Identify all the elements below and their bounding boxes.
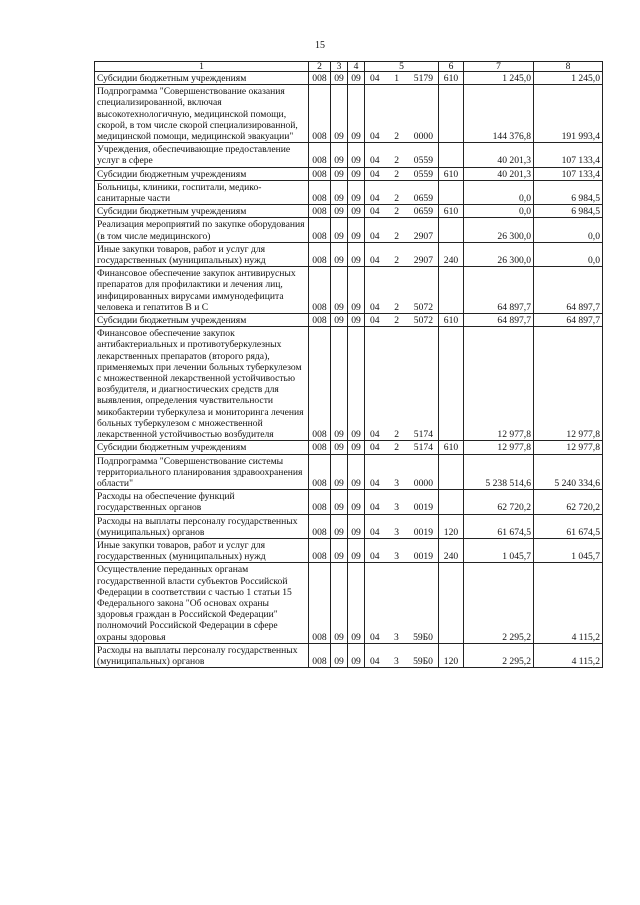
subsection-code: 09 bbox=[348, 490, 365, 514]
amount-year-2: 4 115,2 bbox=[534, 643, 603, 667]
amount-year-2: 6 984,5 bbox=[534, 180, 603, 204]
target-article-code bbox=[365, 441, 439, 454]
target-article-code bbox=[365, 314, 439, 327]
expense-type-code bbox=[439, 267, 464, 314]
target-article-parts bbox=[365, 193, 438, 204]
table-row bbox=[95, 538, 603, 562]
ministry-code: 008 bbox=[309, 72, 331, 85]
expense-type-code: 610 bbox=[439, 72, 464, 85]
code-part: 2 bbox=[394, 155, 400, 167]
target-article-code bbox=[365, 538, 439, 562]
expense-type-code bbox=[439, 180, 464, 204]
header-cell: 6 bbox=[439, 62, 464, 72]
code-part: 04 bbox=[370, 230, 380, 242]
ministry-code: 008 bbox=[309, 538, 331, 562]
section-code: 09 bbox=[331, 314, 348, 327]
target-article-parts bbox=[365, 429, 438, 440]
subsection-code: 09 bbox=[348, 454, 365, 490]
target-article-parts bbox=[365, 315, 438, 326]
target-article-parts bbox=[365, 255, 438, 266]
header-cell: 2 bbox=[309, 62, 331, 72]
subsection-code: 09 bbox=[348, 143, 365, 167]
target-article-code bbox=[365, 85, 439, 143]
section-code: 09 bbox=[331, 218, 348, 242]
amount-year-1: 26 300,0 bbox=[464, 242, 534, 266]
code-part: 2 bbox=[394, 255, 400, 267]
code-part: 2 bbox=[394, 206, 400, 218]
amount-year-2: 5 240 334,6 bbox=[534, 454, 603, 490]
code-part: 04 bbox=[370, 193, 380, 205]
code-part: 0000 bbox=[413, 477, 433, 489]
row-name: Расходы на выплаты персоналу государственных (муниципальных) органов bbox=[95, 643, 309, 667]
subsection-code: 09 bbox=[348, 563, 365, 643]
amount-year-1: 61 674,5 bbox=[464, 514, 534, 538]
row-name: Финансовое обеспечение закупок антивирусных препаратов для профилактики и лечения лиц, инфицированных вирусами иммунодефицита человека и гепатитов В и С bbox=[95, 267, 309, 314]
target-article-parts bbox=[365, 131, 438, 142]
ministry-code: 008 bbox=[309, 205, 331, 218]
target-article-code bbox=[365, 205, 439, 218]
amount-year-2: 1 245,0 bbox=[534, 72, 603, 85]
subsection-code: 09 bbox=[348, 167, 365, 180]
code-part: 04 bbox=[370, 73, 380, 84]
section-code: 09 bbox=[331, 643, 348, 667]
code-part: 3 bbox=[394, 477, 400, 489]
target-article-code bbox=[365, 242, 439, 266]
code-part: 04 bbox=[370, 131, 380, 143]
code-part: 2 bbox=[394, 168, 400, 180]
code-part: 04 bbox=[370, 442, 380, 454]
table-row bbox=[95, 85, 603, 143]
amount-year-2: 64 897,7 bbox=[534, 267, 603, 314]
target-article-code bbox=[365, 72, 439, 85]
amount-year-2: 64 897,7 bbox=[534, 314, 603, 327]
amount-year-1: 40 201,3 bbox=[464, 167, 534, 180]
subsection-code: 09 bbox=[348, 314, 365, 327]
section-code: 09 bbox=[331, 205, 348, 218]
code-part: 5174 bbox=[413, 442, 433, 454]
header-cell: 7 bbox=[464, 62, 534, 72]
subsection-code: 09 bbox=[348, 327, 365, 441]
target-article-parts bbox=[365, 551, 438, 562]
target-article-parts bbox=[365, 527, 438, 538]
amount-year-1: 0,0 bbox=[464, 205, 534, 218]
code-part: 2 bbox=[394, 442, 400, 454]
code-part: 2 bbox=[394, 301, 400, 313]
amount-year-2: 1 045,7 bbox=[534, 538, 603, 562]
section-code: 09 bbox=[331, 441, 348, 454]
section-code: 09 bbox=[331, 454, 348, 490]
target-article-parts bbox=[365, 73, 438, 84]
code-part: 3 bbox=[394, 502, 400, 514]
expense-type-code bbox=[439, 563, 464, 643]
amount-year-1: 5 238 514,6 bbox=[464, 454, 534, 490]
section-code: 09 bbox=[331, 242, 348, 266]
table-row bbox=[95, 143, 603, 167]
amount-year-1: 64 897,7 bbox=[464, 314, 534, 327]
row-name: Субсидии бюджетным учреждениям bbox=[95, 72, 309, 85]
code-part: 0559 bbox=[413, 168, 433, 180]
target-article-parts bbox=[365, 302, 438, 313]
header-cell: 8 bbox=[534, 62, 603, 72]
target-article-code bbox=[365, 563, 439, 643]
target-article-code bbox=[365, 643, 439, 667]
code-part: 04 bbox=[370, 502, 380, 514]
row-name: Подпрограмма "Совершенствование системы территориального планирования здравоохранения области" bbox=[95, 454, 309, 490]
row-name: Финансовое обеспечение закупок антибактериальных и противотуберкулезных лекарственных препаратов (второго ряда), применяемых при лечении больных туберкулезом с множественной лекарственной устойчивостью возбудителя, и диагностических средств для выявления, определения чувствительности микобактерии туберкулеза и мониторинга лечения больных туберкулезом с множественной лекарственной устойчивостью возбудителя bbox=[95, 327, 309, 441]
code-part: 2 bbox=[394, 193, 400, 205]
code-part: 04 bbox=[370, 526, 380, 538]
code-part: 5174 bbox=[413, 429, 433, 441]
amount-year-2: 6 984,5 bbox=[534, 205, 603, 218]
header-cell: 3 bbox=[331, 62, 348, 72]
row-name: Иные закупки товаров, работ и услуг для государственных (муниципальных) нужд bbox=[95, 538, 309, 562]
subsection-code: 09 bbox=[348, 205, 365, 218]
row-name: Осуществление переданных органам государственной власти субъектов Российской Федерации в соответствии с частью 1 статьи 15 Федерального закона "Об основах охраны здоровья граждан в Российской Федерации" полномочий Российской Федерации в сфере охраны здоровья bbox=[95, 563, 309, 643]
target-article-parts bbox=[365, 632, 438, 643]
ministry-code: 008 bbox=[309, 514, 331, 538]
amount-year-2: 0,0 bbox=[534, 242, 603, 266]
amount-year-1: 40 201,3 bbox=[464, 143, 534, 167]
amount-year-1: 64 897,7 bbox=[464, 267, 534, 314]
header-cell: 4 bbox=[348, 62, 365, 72]
row-name: Иные закупки товаров, работ и услуг для государственных (муниципальных) нужд bbox=[95, 242, 309, 266]
expense-type-code: 610 bbox=[439, 167, 464, 180]
amount-year-2: 107 133,4 bbox=[534, 167, 603, 180]
section-code: 09 bbox=[331, 327, 348, 441]
code-part: 0019 bbox=[413, 526, 433, 538]
subsection-code: 09 bbox=[348, 538, 365, 562]
code-part: 0559 bbox=[413, 155, 433, 167]
ministry-code: 008 bbox=[309, 267, 331, 314]
row-name: Подпрограмма "Совершенствование оказания специализированной, включая высокотехнологичную, медицинской помощи, скорой, в том числе скорой специализированной, медицинской помощи, медицинской эвакуации" bbox=[95, 85, 309, 143]
section-code: 09 bbox=[331, 267, 348, 314]
row-name: Субсидии бюджетным учреждениям bbox=[95, 205, 309, 218]
code-part: 3 bbox=[393, 631, 399, 643]
amount-year-2: 0,0 bbox=[534, 218, 603, 242]
page-number: 15 bbox=[315, 40, 325, 51]
budget-table bbox=[94, 61, 603, 668]
target-article-code bbox=[365, 267, 439, 314]
section-code: 09 bbox=[331, 490, 348, 514]
target-article-code bbox=[365, 167, 439, 180]
code-part: 04 bbox=[370, 155, 380, 167]
target-article-parts bbox=[365, 169, 438, 180]
target-article-code bbox=[365, 490, 439, 514]
section-code: 09 bbox=[331, 563, 348, 643]
table-row bbox=[95, 454, 603, 490]
code-part: 59Б0 bbox=[413, 631, 433, 643]
code-part: 04 bbox=[370, 655, 380, 667]
code-part: 2 bbox=[394, 315, 400, 327]
ministry-code: 008 bbox=[309, 143, 331, 167]
code-part: 04 bbox=[370, 206, 380, 218]
expense-type-code bbox=[439, 143, 464, 167]
ministry-code: 008 bbox=[309, 441, 331, 454]
target-article-code bbox=[365, 180, 439, 204]
subsection-code: 09 bbox=[348, 218, 365, 242]
subsection-code: 09 bbox=[348, 441, 365, 454]
code-part: 3 bbox=[394, 551, 400, 563]
code-part: 2907 bbox=[413, 255, 433, 267]
table-row bbox=[95, 242, 603, 266]
ministry-code: 008 bbox=[309, 180, 331, 204]
row-name: Субсидии бюджетным учреждениям bbox=[95, 167, 309, 180]
code-part: 04 bbox=[370, 631, 380, 643]
table-row bbox=[95, 514, 603, 538]
amount-year-2: 61 674,5 bbox=[534, 514, 603, 538]
target-article-parts bbox=[365, 206, 438, 217]
section-code: 09 bbox=[331, 72, 348, 85]
code-part: 0019 bbox=[413, 502, 433, 514]
code-part: 04 bbox=[370, 429, 380, 441]
row-name: Субсидии бюджетным учреждениям bbox=[95, 314, 309, 327]
header-cell: 1 bbox=[95, 62, 309, 72]
header-row bbox=[95, 62, 603, 72]
code-part: 04 bbox=[370, 315, 380, 327]
ministry-code: 008 bbox=[309, 563, 331, 643]
table-row bbox=[95, 563, 603, 643]
code-part: 0659 bbox=[413, 206, 433, 218]
table-row bbox=[95, 167, 603, 180]
table-body bbox=[95, 62, 603, 668]
subsection-code: 09 bbox=[348, 242, 365, 266]
ministry-code: 008 bbox=[309, 242, 331, 266]
target-article-code bbox=[365, 218, 439, 242]
expense-type-code bbox=[439, 490, 464, 514]
expense-type-code bbox=[439, 218, 464, 242]
amount-year-2: 107 133,4 bbox=[534, 143, 603, 167]
section-code: 09 bbox=[331, 514, 348, 538]
section-code: 09 bbox=[331, 167, 348, 180]
table-row bbox=[95, 72, 603, 85]
table-row bbox=[95, 267, 603, 314]
code-part: 04 bbox=[370, 477, 380, 489]
code-part: 2907 bbox=[413, 230, 433, 242]
amount-year-2: 191 993,4 bbox=[534, 85, 603, 143]
amount-year-1: 12 977,8 bbox=[464, 327, 534, 441]
amount-year-1: 0,0 bbox=[464, 180, 534, 204]
row-name: Субсидии бюджетным учреждениям bbox=[95, 441, 309, 454]
code-part: 5072 bbox=[413, 315, 433, 327]
target-article-code bbox=[365, 514, 439, 538]
code-part: 2 bbox=[394, 429, 400, 441]
expense-type-code: 610 bbox=[439, 205, 464, 218]
expense-type-code bbox=[439, 85, 464, 143]
amount-year-1: 1 245,0 bbox=[464, 72, 534, 85]
ministry-code: 008 bbox=[309, 643, 331, 667]
code-part: 2 bbox=[394, 230, 400, 242]
target-article-parts bbox=[365, 478, 438, 489]
row-name: Расходы на выплаты персоналу государственных (муниципальных) органов bbox=[95, 514, 309, 538]
amount-year-2: 12 977,8 bbox=[534, 327, 603, 441]
expense-type-code: 610 bbox=[439, 441, 464, 454]
code-part: 2 bbox=[394, 131, 400, 143]
target-article-parts bbox=[365, 656, 438, 667]
expense-type-code: 120 bbox=[439, 643, 464, 667]
subsection-code: 09 bbox=[348, 643, 365, 667]
code-part: 3 bbox=[394, 526, 400, 538]
amount-year-1: 144 376,8 bbox=[464, 85, 534, 143]
amount-year-1: 62 720,2 bbox=[464, 490, 534, 514]
target-article-code bbox=[365, 454, 439, 490]
amount-year-1: 12 977,8 bbox=[464, 441, 534, 454]
code-part: 04 bbox=[370, 301, 380, 313]
target-article-parts bbox=[365, 155, 438, 166]
code-part: 04 bbox=[370, 255, 380, 267]
target-article-code bbox=[365, 143, 439, 167]
expense-type-code bbox=[439, 327, 464, 441]
subsection-code: 09 bbox=[348, 267, 365, 314]
code-part: 3 bbox=[393, 655, 399, 667]
section-code: 09 bbox=[331, 180, 348, 204]
ministry-code: 008 bbox=[309, 454, 331, 490]
section-code: 09 bbox=[331, 85, 348, 143]
amount-year-2: 4 115,2 bbox=[534, 563, 603, 643]
code-part: 0019 bbox=[413, 551, 433, 563]
section-code: 09 bbox=[331, 143, 348, 167]
target-article-parts bbox=[365, 442, 438, 453]
row-name: Расходы на обеспечение функций государственных органов bbox=[95, 490, 309, 514]
table-row bbox=[95, 441, 603, 454]
amount-year-1: 1 045,7 bbox=[464, 538, 534, 562]
subsection-code: 09 bbox=[348, 514, 365, 538]
code-part: 59Б0 bbox=[413, 655, 433, 667]
amount-year-1: 26 300,0 bbox=[464, 218, 534, 242]
code-part: 04 bbox=[370, 551, 380, 563]
ministry-code: 008 bbox=[309, 85, 331, 143]
amount-year-2: 12 977,8 bbox=[534, 441, 603, 454]
expense-type-code bbox=[439, 454, 464, 490]
row-name: Реализация мероприятий по закупке оборудования (в том числе медицинского) bbox=[95, 218, 309, 242]
expense-type-code: 240 bbox=[439, 242, 464, 266]
row-name: Больницы, клиники, госпитали, медико-санитарные части bbox=[95, 180, 309, 204]
ministry-code: 008 bbox=[309, 167, 331, 180]
code-part: 5072 bbox=[413, 301, 433, 313]
expense-type-code: 610 bbox=[439, 314, 464, 327]
header-cell: 5 bbox=[365, 62, 439, 72]
table-row bbox=[95, 218, 603, 242]
amount-year-1: 2 295,2 bbox=[464, 563, 534, 643]
ministry-code: 008 bbox=[309, 218, 331, 242]
expense-type-code: 120 bbox=[439, 514, 464, 538]
row-name: Учреждения, обеспечивающие предоставление услуг в сфере bbox=[95, 143, 309, 167]
subsection-code: 09 bbox=[348, 72, 365, 85]
code-part: 04 bbox=[370, 168, 380, 180]
ministry-code: 008 bbox=[309, 327, 331, 441]
table-row bbox=[95, 205, 603, 218]
subsection-code: 09 bbox=[348, 85, 365, 143]
target-article-parts bbox=[365, 502, 438, 513]
table-row bbox=[95, 643, 603, 667]
ministry-code: 008 bbox=[309, 314, 331, 327]
table-row bbox=[95, 490, 603, 514]
expense-type-code: 240 bbox=[439, 538, 464, 562]
target-article-parts bbox=[365, 231, 438, 242]
table-row bbox=[95, 327, 603, 441]
section-code: 09 bbox=[331, 538, 348, 562]
code-part: 0659 bbox=[413, 193, 433, 205]
target-article-code bbox=[365, 327, 439, 441]
code-part: 0000 bbox=[413, 131, 433, 143]
amount-year-2: 62 720,2 bbox=[534, 490, 603, 514]
subsection-code: 09 bbox=[348, 180, 365, 204]
code-part: 1 bbox=[394, 73, 400, 84]
table-row bbox=[95, 314, 603, 327]
amount-year-1: 2 295,2 bbox=[464, 643, 534, 667]
table-row bbox=[95, 180, 603, 204]
ministry-code: 008 bbox=[309, 490, 331, 514]
code-part: 5179 bbox=[413, 73, 433, 84]
